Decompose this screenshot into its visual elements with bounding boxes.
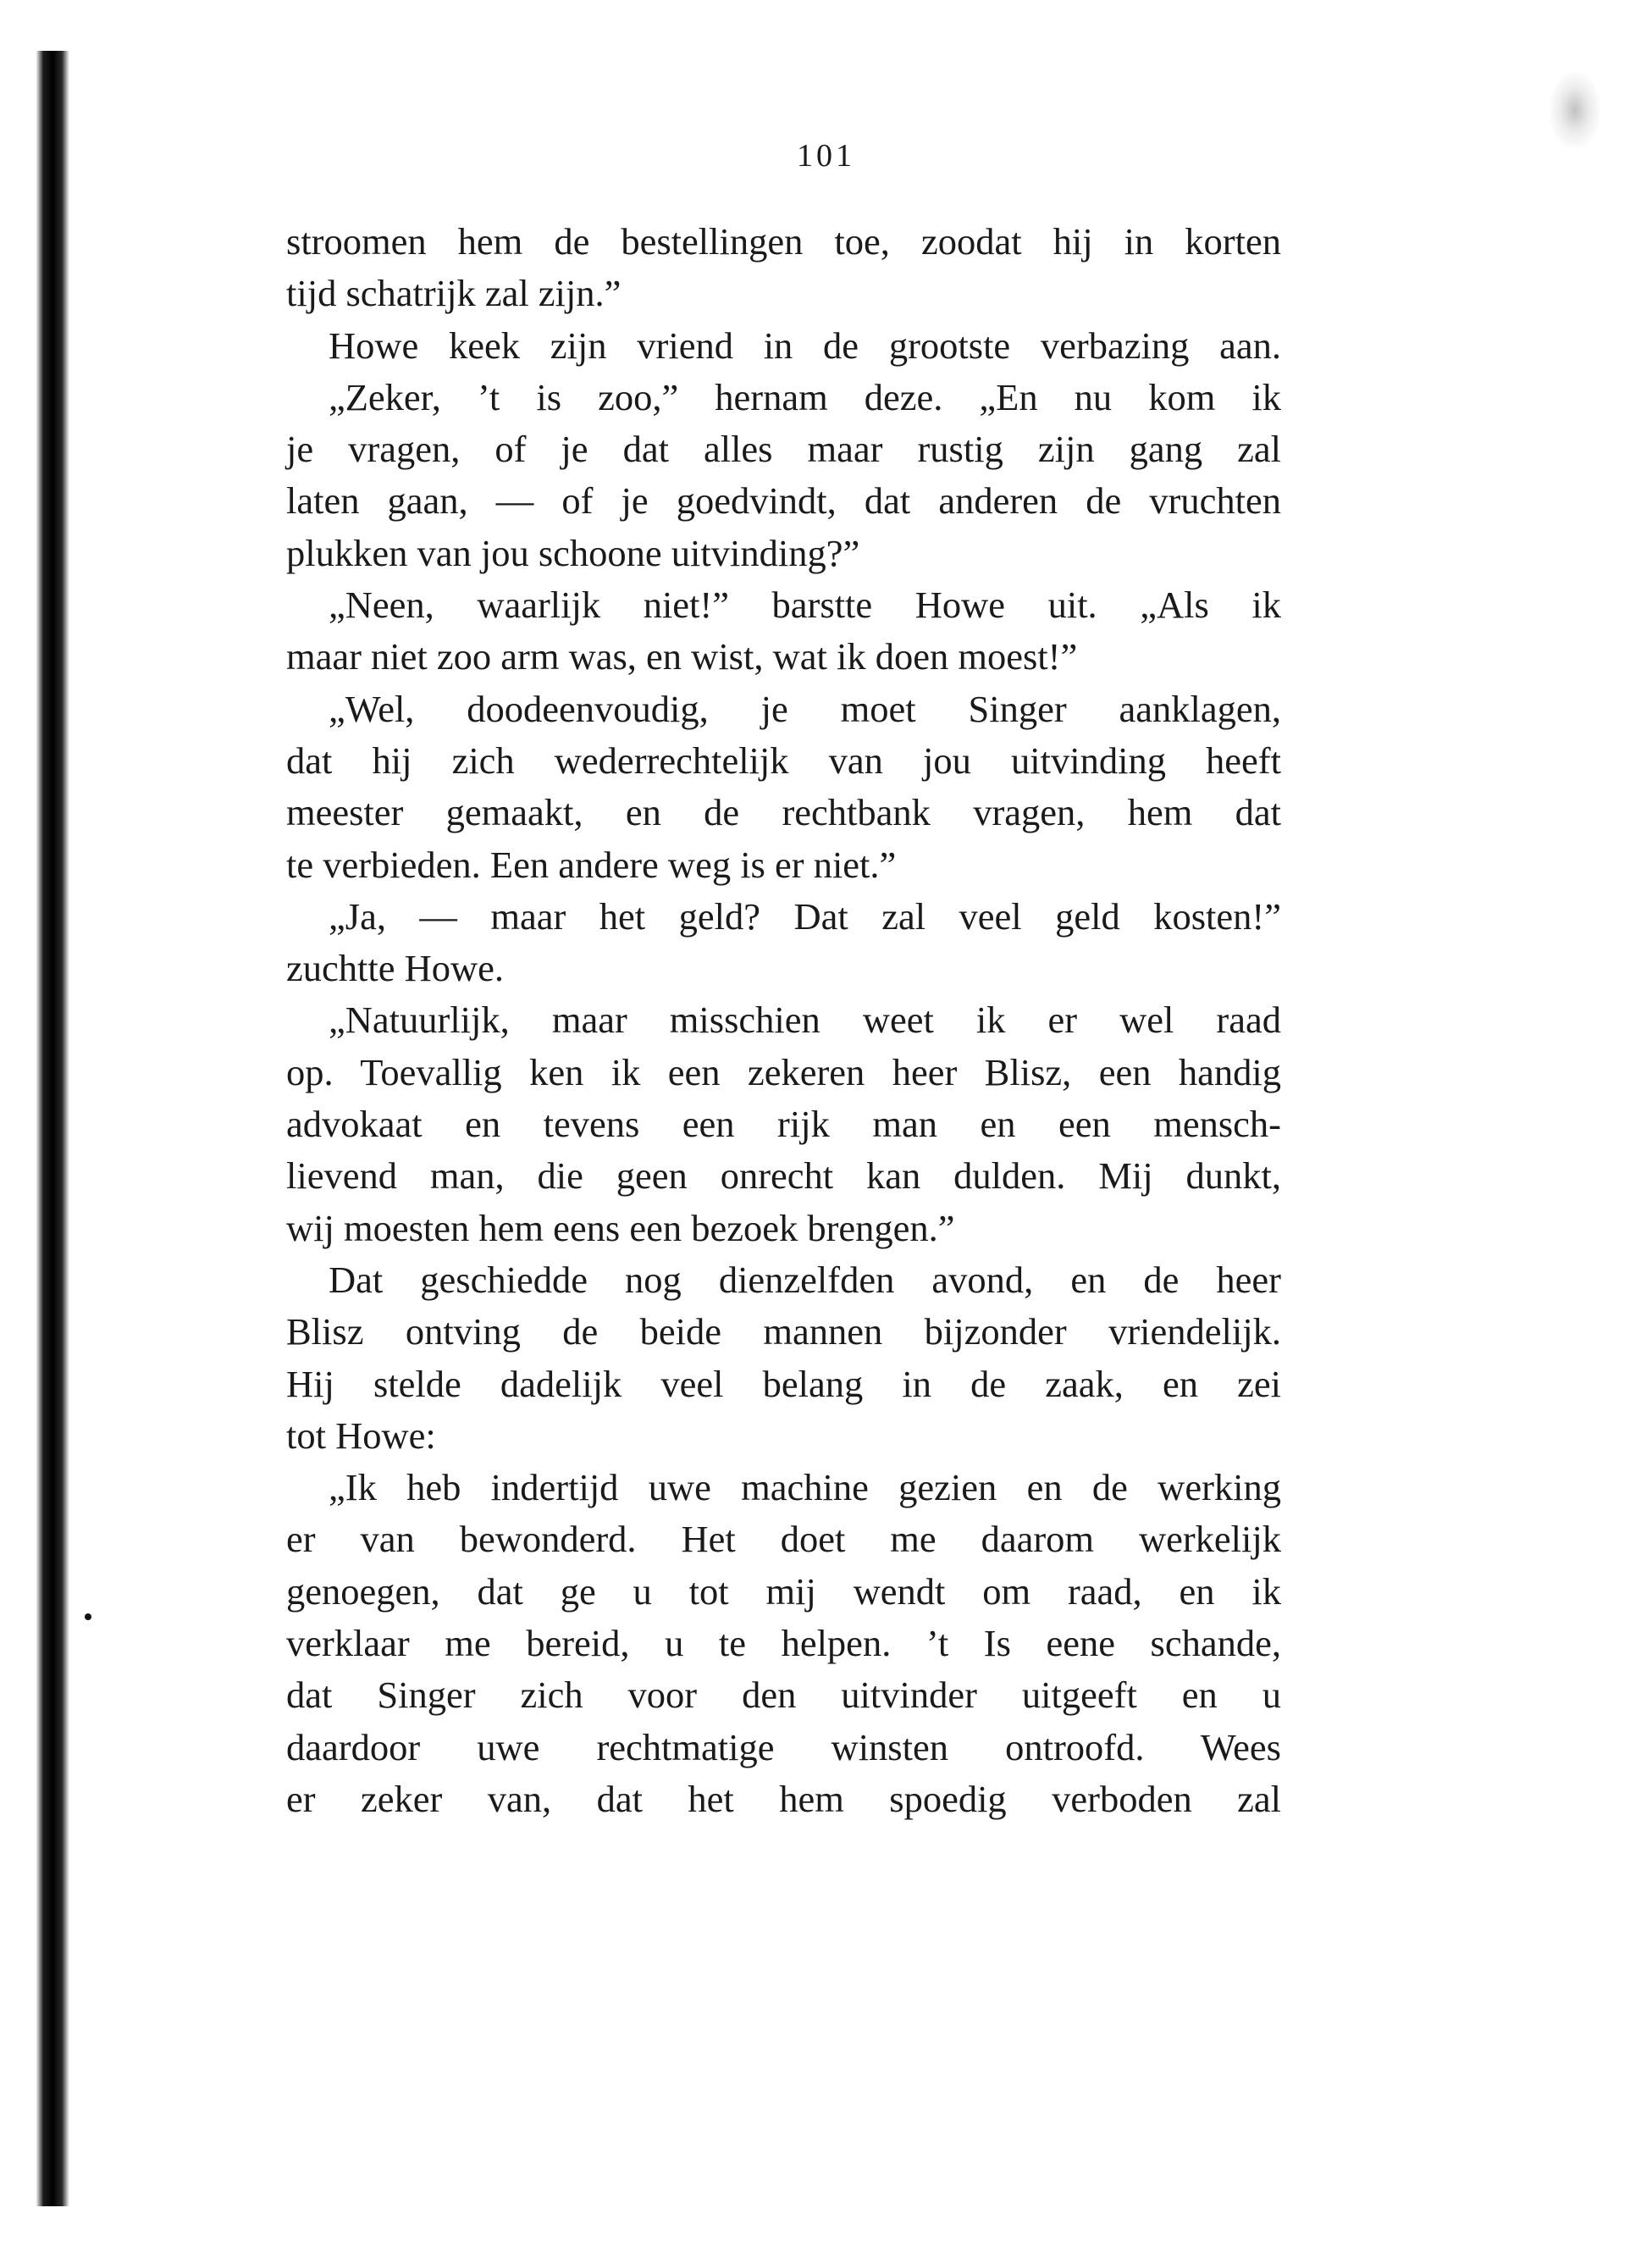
text-line: „Ja, — maar het geld? Dat zal veel geld kosten!” xyxy=(329,894,1281,938)
text-line: advokaat en tevens een rijk man en een mensch- xyxy=(286,1103,1281,1146)
binding-shadow xyxy=(32,51,69,2206)
text-line: „Wel, doodeenvoudig, je moet Singer aanklagen, xyxy=(329,687,1281,730)
text-line: meester gemaakt, en de rechtbank vragen, hem dat xyxy=(286,791,1281,834)
text-line: „Ik heb indertijd uwe machine gezien en de werking xyxy=(329,1466,1281,1509)
text-line: „Natuurlijk, maar misschien weet ik er wel raad xyxy=(329,999,1281,1042)
text-line: daardoor uwe rechtmatige winsten ontroofd. Wees xyxy=(286,1725,1281,1768)
text-line: er van bewonderd. Het doet me daarom werkelijk xyxy=(286,1518,1281,1561)
text-line: wij moesten hem eens een bezoek brengen.” xyxy=(286,1206,955,1249)
text-line: tot Howe: xyxy=(286,1414,436,1457)
text-line: plukken van jou schoone uitvinding?” xyxy=(286,531,860,574)
body-text xyxy=(286,216,1281,1825)
text-line: tijd schatrijk zal zijn.” xyxy=(286,272,622,315)
text-line: dat Singer zich voor den uitvinder uitgeeft en u xyxy=(286,1674,1281,1717)
text-line: verklaar me bereid, u te helpen. ’t Is eene schande, xyxy=(286,1622,1281,1665)
text-line: genoegen, dat ge u tot mij wendt om raad, en ik xyxy=(286,1569,1281,1613)
text-line: Hij stelde dadelijk veel belang in de zaak, en zei xyxy=(286,1362,1281,1405)
text-line: er zeker van, dat het hem spoedig verboden zal xyxy=(286,1777,1281,1820)
text-line: laten gaan, — of je goedvindt, dat anderen de vruchten xyxy=(286,479,1281,523)
text-line: „Zeker, ’t is zoo,” hernam deze. „En nu kom ik xyxy=(329,375,1281,418)
text-line: je vragen, of je dat alles maar rustig zijn gang zal xyxy=(286,428,1281,471)
text-line: stroomen hem de bestellingen toe, zoodat hij in korten xyxy=(286,220,1281,263)
text-line: zuchtte Howe. xyxy=(286,947,505,990)
text-line: dat hij zich wederrechtelijk van jou uitvinding heeft xyxy=(286,739,1281,782)
text-line: te verbieden. Een andere weg is er niet.” xyxy=(286,843,897,886)
text-line: lievend man, die geen onrecht kan dulden. Mij dunkt, xyxy=(286,1154,1281,1198)
text-line: Blisz ontving de beide mannen bijzonder vriendelijk. xyxy=(286,1310,1281,1353)
text-line: Howe keek zijn vriend in de grootste verbazing aan. xyxy=(329,324,1281,367)
text-line: Dat geschiedde nog dienzelfden avond, en de heer xyxy=(329,1258,1281,1301)
text-line: maar niet zoo arm was, en wist, wat ik doen moest!” xyxy=(286,635,1078,678)
scan-speck xyxy=(85,1613,91,1620)
page-number: 101 xyxy=(797,138,855,174)
text-line: „Neen, waarlijk niet!” barstte Howe uit. „Als ik xyxy=(329,584,1281,627)
text-line: op. Toevallig ken ik een zekeren heer Blisz, een handig xyxy=(286,1050,1281,1093)
